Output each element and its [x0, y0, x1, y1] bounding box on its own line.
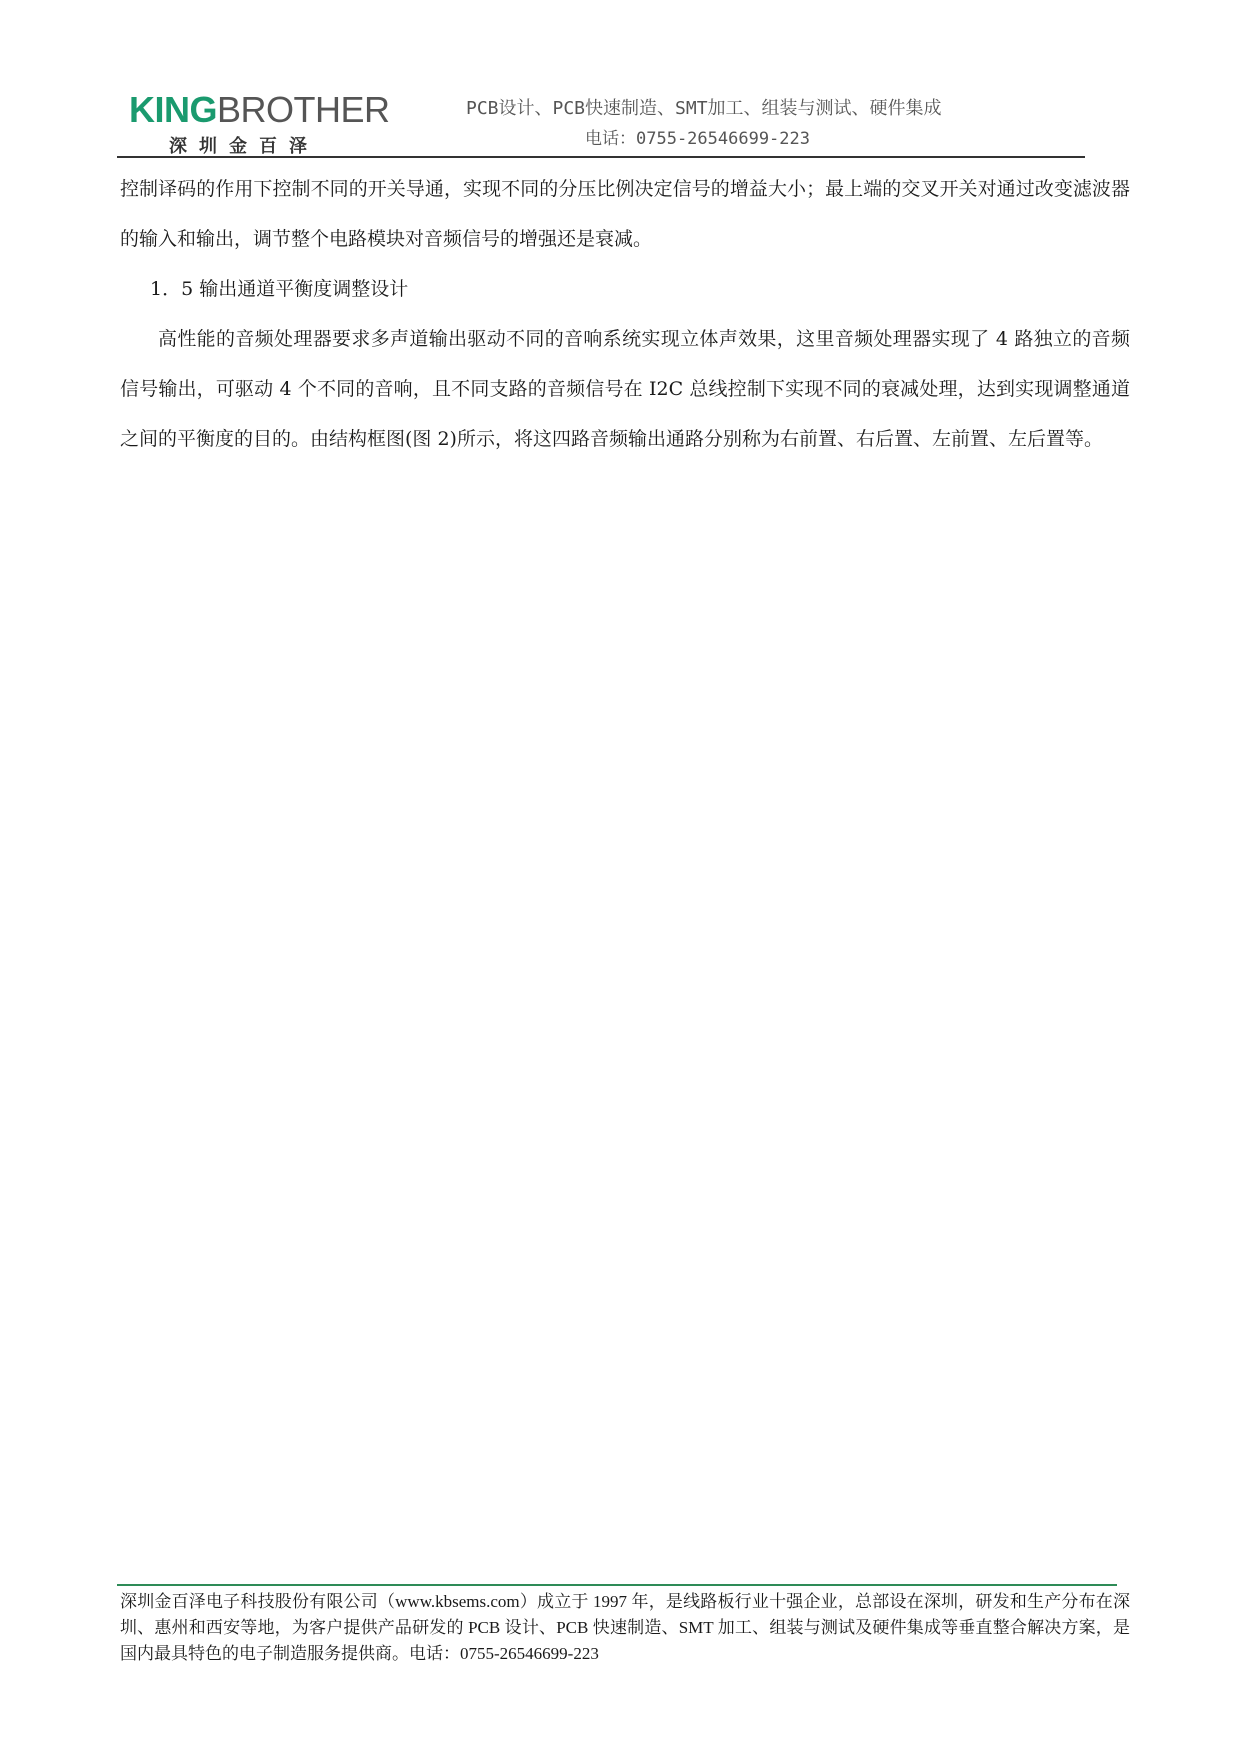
footer-company-info: 深圳金百泽电子科技股份有限公司（www.kbsems.com）成立于 1997 年，是线路板行业十强企业，总部设在深圳，研发和生产分布在深圳、惠州和西安等地，为客户提供产品研发的 PCB 设计、PCB 快速制造、SMT 加工、组装与测试及硬件集成等垂直整合解决方案，是国内最具特色的电子制造服务提供商。电话：0755-26546699-223	[120, 1592, 1130, 1663]
paragraph-output-channel: 高性能的音频处理器要求多声道输出驱动不同的音响系统实现立体声效果，这里音频处理器实现了 4 路独立的音频信号输出，可驱动 4 个不同的音响，且不同支路的音频信号在 I2C 总线控制下实现不同的衰减处理，达到实现调整通道之间的平衡度的目的。由结构框图(图 2)所示，将这四路音频输出通路分别称为右前置、右后置、左前置、左后置等。	[120, 328, 1130, 450]
page-header	[117, 88, 1087, 158]
header-phone: 电话：0755-26546699-223	[585, 129, 810, 149]
footer-divider	[117, 1584, 1117, 1586]
section-heading: 1．5 输出通道平衡度调整设计	[150, 278, 409, 300]
company-logo	[129, 89, 399, 157]
logo-king: KING	[129, 89, 217, 130]
document-body	[120, 164, 1130, 464]
header-services: PCB设计、PCB快速制造、SMT加工、组装与测试、硬件集成	[466, 98, 942, 119]
paragraph-continuation: 控制译码的作用下控制不同的开关导通，实现不同的分压比例决定信号的增益大小；最上端的交叉开关对通过改变滤波器的输入和输出，调节整个电路模块对音频信号的增强还是衰减。	[120, 178, 1130, 250]
logo-chinese-name: 深圳金百泽	[169, 136, 319, 157]
logo-brother: BROTHER	[217, 89, 390, 130]
header-divider	[117, 156, 1085, 158]
logo-wordmark	[129, 89, 390, 130]
